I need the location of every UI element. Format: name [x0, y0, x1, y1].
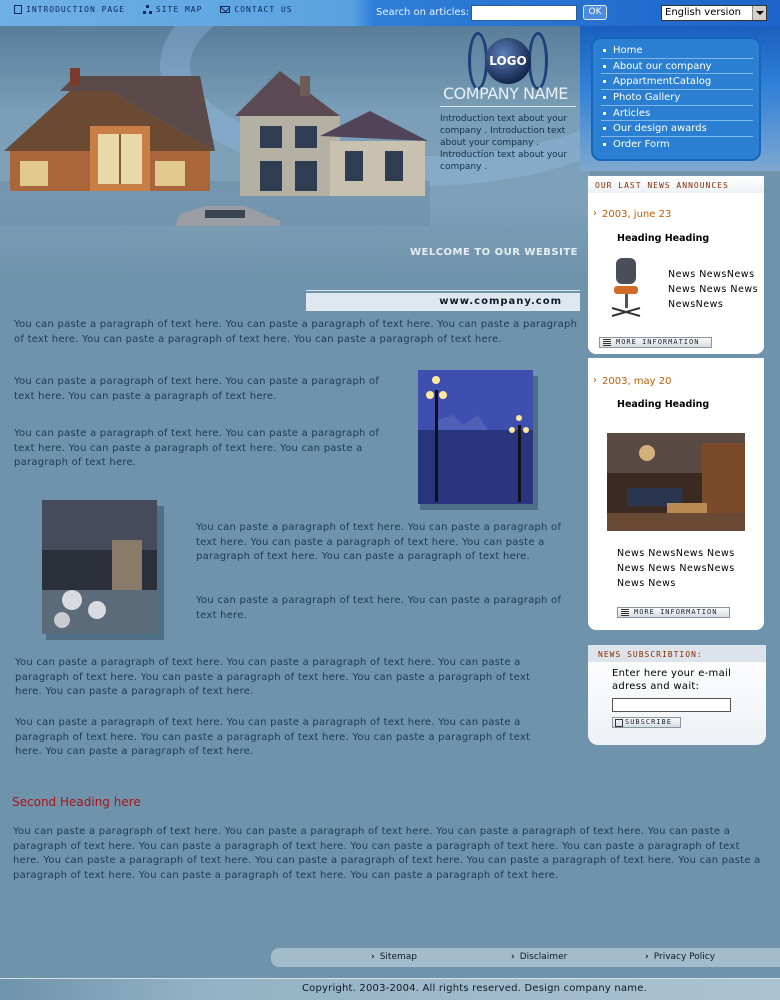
footer-link-sitemap[interactable]: › Sitemap [371, 952, 417, 962]
nav-item-gallery[interactable]: Photo Gallery [601, 90, 753, 106]
footer-link-privacy-policy[interactable]: › Privacy Policy [645, 952, 715, 962]
language-select-value: English version [665, 7, 741, 18]
more-information-button[interactable]: MORE INFORMATION [599, 337, 712, 348]
paragraph: You can paste a paragraph of text here. You can paste a paragraph of text here. You can paste a paragraph of text here. You can paste a paragraph of text here. You can paste a paragraph of text here. You can paste a paragraph of text here. [15, 717, 531, 758]
news-date: › 2003, may 20 [588, 376, 764, 387]
street-lamps-image [418, 370, 533, 504]
subscribe-button[interactable]: SUBSCRIBE [612, 717, 681, 728]
email-field[interactable] [612, 698, 731, 712]
top-links [14, 5, 293, 14]
subscription-text: Enter here your e-mail adress and wait: [612, 668, 732, 692]
top-bar [0, 0, 780, 26]
paragraph: You can paste a paragraph of text here. You can paste a paragraph of text here. You can paste a paragraph of text here. You can paste a paragraph of text here. You can paste a paragraph of text here. [196, 522, 562, 563]
nav-item-catalog[interactable]: AppartmentCatalog [601, 74, 753, 90]
nav-item-home[interactable]: Home [601, 43, 753, 59]
interior-room-image [607, 433, 745, 531]
paragraph: You can paste a paragraph of text here. You can paste a paragraph of text here. You can paste a paragraph of text here. You can paste a paragraph of text here. You can paste a paragraph of text here. [14, 319, 578, 345]
restaurant-interior-image [42, 500, 157, 634]
site-map-link[interactable]: SITE MAP [143, 5, 203, 14]
newsletter-subscription [588, 645, 766, 745]
main-nav [591, 37, 761, 161]
news-text: News NewsNews News News News NewsNews [668, 269, 759, 310]
news-box-2 [588, 358, 764, 630]
cafe-photo [40, 500, 164, 640]
chevron-down-icon[interactable] [752, 6, 766, 20]
intro-text: Introduction text about your company . Introduction text about your company . Introduction text about your company . [440, 114, 568, 172]
logo-wing-right [528, 32, 548, 90]
subscription-title: NEWS SUBSCRIBTION: [588, 645, 766, 662]
nav-item-awards[interactable]: Our design awards [601, 121, 753, 137]
welcome-title: WELCOME TO OUR WEBSITE [409, 247, 578, 258]
search-input[interactable] [471, 5, 577, 21]
nav-item-articles[interactable]: Articles [601, 106, 753, 122]
introduction-page-link[interactable]: INTRODUCTION PAGE [14, 5, 125, 14]
footer-links [271, 948, 780, 967]
news-text: News NewsNews News News News NewsNews News News [617, 548, 735, 589]
paragraph: You can paste a paragraph of text here. You can paste a paragraph of text here. You can paste a paragraph of text here. [14, 376, 380, 402]
more-information-button[interactable]: MORE INFORMATION [617, 607, 730, 618]
houses-image [0, 56, 430, 226]
language-select[interactable] [661, 5, 767, 21]
paragraph: You can paste a paragraph of text here. You can paste a paragraph of text here. You can paste a paragraph of text here. You can paste a paragraph of text here. [14, 428, 380, 469]
sitemap-icon [143, 5, 152, 14]
news-title: OUR LAST NEWS ANNOUNCES [588, 176, 764, 193]
news-box-1 [588, 176, 764, 354]
copyright-text: Copyright. 2003-2004. All rights reserved. Design company name. [302, 983, 647, 994]
divider [440, 106, 576, 107]
paragraph: You can paste a paragraph of text here. You can paste a paragraph of text here. You can paste a paragraph of text here. You can paste a paragraph of text here. You can paste a paragraph of text here. You can paste a paragraph of text here. You can paste a paragraph of text here. You can paste a paragraph of text here. You can paste a paragraph of text here. You can paste a paragraph of text here. You can paste a paragraph of text here. You can paste a paragraph of text here. You can paste a paragraph of text here. [13, 826, 761, 881]
news-heading[interactable]: Heading Heading [617, 233, 710, 244]
contact-us-link[interactable]: CONTACT US [220, 5, 292, 14]
news-date: › 2003, june 23 [588, 209, 764, 220]
company-name: COMPANY NAME [443, 84, 568, 103]
paragraph: You can paste a paragraph of text here. You can paste a paragraph of text here. [196, 595, 562, 621]
envelope-icon [220, 6, 230, 13]
logo-mark: LOGO [485, 38, 531, 84]
page-icon [14, 5, 22, 14]
search-ok-button[interactable]: OK [583, 5, 607, 20]
venice-photo [414, 370, 538, 510]
header-banner [0, 26, 590, 276]
nav-item-about[interactable]: About our company [601, 59, 753, 75]
news-heading[interactable]: Heading Heading [617, 399, 710, 410]
search-label: Search on articles: [376, 7, 470, 18]
domain-label: www.company.com [306, 293, 580, 311]
office-chair-image [606, 256, 646, 322]
divider [306, 290, 580, 291]
footer-link-disclaimer[interactable]: › Disclaimer [511, 952, 567, 962]
nav-item-order-form[interactable]: Order Form [601, 137, 753, 153]
second-heading: Second Heading here [12, 795, 141, 809]
paragraph: You can paste a paragraph of text here. You can paste a paragraph of text here. You can paste a paragraph of text here. You can paste a paragraph of text here. You can paste a paragraph of text here. You can paste a paragraph of text here. [15, 657, 531, 698]
